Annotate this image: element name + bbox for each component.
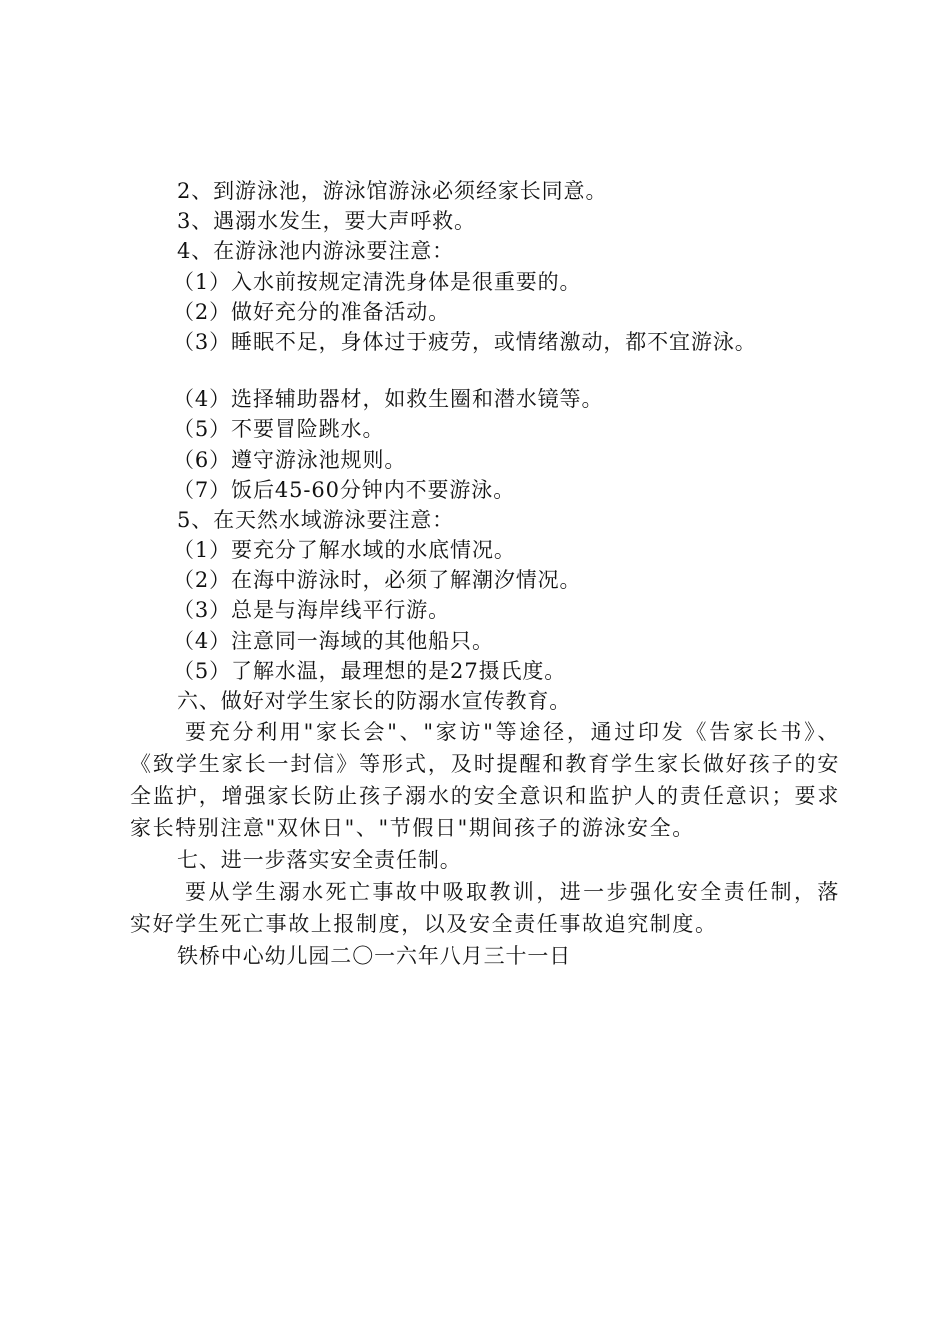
item-2-pool-permission: 2、到游泳池，游泳馆游泳必须经家长同意。 [177, 179, 608, 203]
parents-education-paragraph: 要充分利用"家长会"、"家访"等途径，通过印发《告家长书》、《致学生家长一封信》等形式，及时提醒和教育学生家长做好孩子的安全监护，增强家长防止孩子溺水的安全意识和监护人的责任意识；要求家长特别注意"双休日"、"节假日"期间孩子的游泳安全。 [130, 720, 840, 841]
natural-subitem-2: （2）在海中游泳时，必须了解潮汐情况。 [173, 568, 582, 593]
pool-subitem-2: （2）做好充分的准备活动。 [173, 299, 451, 324]
item-3-call-for-help: 3、遇溺水发生，要大声呼救。 [177, 209, 476, 234]
pool-subitem-3: （3）睡眠不足，身体过于疲劳，或情绪激动，都不宜游泳。 [173, 329, 757, 354]
document-body [130, 176, 840, 972]
pool-subitem-6: （6）遵守游泳池规则。 [173, 447, 407, 472]
natural-subitem-5: （5）了解水温，最理想的是27摄氏度。 [173, 658, 567, 683]
pool-subitem-7: （7）饭后45-60分钟内不要游泳。 [173, 477, 516, 502]
natural-subitem-3: （3）总是与海岸线平行游。 [173, 598, 451, 623]
natural-subitem-1: （1）要充分了解水域的水底情况。 [173, 538, 516, 563]
section-six-heading: 六、做好对学生家长的防溺水宣传教育。 [177, 689, 572, 713]
pool-subitem-4: （4）选择辅助器材，如救生圈和潜水镜等。 [173, 387, 604, 412]
blank-line [130, 357, 840, 384]
signature-date: 铁桥中心幼儿园二〇一六年八月三十一日 [177, 944, 572, 969]
pool-subitem-5: （5）不要冒险跳水。 [173, 417, 385, 442]
item-5-natural-water-heading: 5、在天然水域游泳要注意： [177, 507, 455, 532]
pool-subitem-1: （1）入水前按规定清洗身体是很重要的。 [173, 269, 582, 294]
responsibility-paragraph: 要从学生溺水死亡事故中吸取教训，进一步强化安全责任制，落实好学生死亡事故上报制度，以及安全责任事故追究制度。 [130, 880, 840, 937]
item-4-pool-heading: 4、在游泳池内游泳要注意： [177, 239, 455, 264]
natural-subitem-4: （4）注意同一海域的其他船只。 [173, 628, 494, 653]
section-seven-heading: 七、进一步落实安全责任制。 [177, 848, 462, 873]
